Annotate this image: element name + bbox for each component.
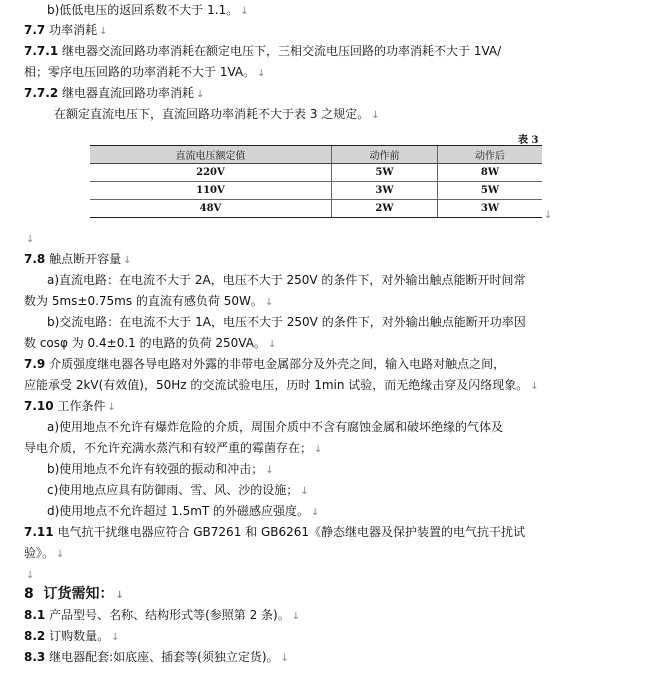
text: c)使用地点应具有防御雨、雪、风、沙的设施； [47,483,299,497]
text: a)使用地点不允许有爆炸危险的介质，周围介质中不含有腐蚀金属和破坏绝缘的气体及 [47,420,504,434]
paragraph-mark: ↓ [56,549,65,560]
heading-text: 订货需知： [43,586,114,602]
para-7-8-a [47,271,525,289]
text: d)使用地点不允许超过 1.5mT 的外磁感应强度。 [47,504,310,518]
text: 介质强度继电器各导电路对外露的非带电金属部分及外壳之间，输入电路对触点之间， [49,357,506,371]
text: 导电介质，不允许充满水蒸汽和有较严重的霉菌存在； [24,441,313,455]
paragraph-mark: ↓ [240,6,249,17]
para-7-11 [24,523,525,541]
text: b)使用地点不允许有较强的振动和冲击； [47,462,264,476]
para-8-3 [24,648,289,668]
empty-paragraph [24,229,34,249]
table-cell: 110V [90,182,331,200]
section-number: 8 [24,586,34,602]
table-cell: 8W [438,164,542,182]
para-7-7-1 [24,42,501,60]
section-number: 8.2 [24,629,46,643]
section-number: 7.7.1 [24,44,59,58]
para-7-9-cont [24,376,539,396]
header-cell: 直流电压额定值 [90,146,331,164]
table-cell: 48V [90,200,331,218]
para-7-10-d [47,502,319,522]
para-8-2 [24,627,120,647]
para-7-8-a-cont [24,292,273,312]
paragraph-mark: ↓ [530,381,539,392]
text: 电气抗干扰继电器应符合 GB7261 和 GB6261《静态继电器及保护装置的电气抗干扰试 [57,525,526,539]
paragraph-mark: ↓ [26,234,35,245]
empty-paragraph [24,565,34,585]
heading-8 [24,585,124,605]
para-7-7-1-cont [24,63,266,83]
table-3 [90,145,542,218]
paragraph-mark: ↓ [115,590,124,601]
text: 产品型号、名称、结构形式等(参照第 2 条)。 [49,608,290,622]
table-cell: 2W [331,200,437,218]
table-cell: 3W [331,182,437,200]
paragraph-mark: ↓ [311,507,320,518]
header-cell: 动作后 [438,146,542,164]
text: 应能承受 2kV(有效值)，50Hz 的交流试验电压，历时 1min 试验，而无绝缘击穿及闪络现象。 [24,378,529,392]
para-7-7-2 [54,105,380,125]
heading-text: 继电器直流回路功率消耗 [62,86,195,100]
text: 相；零序电压回路的功率消耗不大于 1VA。 [24,65,256,79]
text: 验》。 [24,546,55,560]
para-7-10-a [47,418,503,436]
table-row [90,164,542,182]
section-number: 8.1 [24,608,46,622]
para-7-6-b [47,1,249,21]
para-7-10-b [47,460,274,480]
heading-7-7 [24,21,108,41]
paragraph-mark: ↓ [196,89,205,100]
text: 继电器交流回路功率消耗在额定电压下，三相交流电压回路的功率消耗不大于 1VA/ [62,44,502,58]
text: 数 cosφ 为 0.4±0.1 的电路的负荷 250VA。 [24,336,266,350]
paragraph-mark: ↓ [291,611,301,622]
para-7-8-b-cont [24,334,276,354]
heading-text: 工作条件 [57,399,106,413]
section-number: 7.11 [24,525,54,539]
heading-7-7-2 [24,84,204,104]
section-number: 7.8 [24,252,46,266]
section-number: 7.10 [24,399,54,413]
table-end-mark [542,205,552,225]
paragraph-mark: ↓ [267,339,277,350]
para-7-8-b [47,313,526,331]
paragraph-mark: ↓ [111,632,120,643]
paragraph-mark: ↓ [264,297,274,308]
table-caption: 表 3 [518,135,539,146]
para-7-10-a-cont [24,439,322,459]
paragraph-mark: ↓ [99,26,108,37]
heading-7-8 [24,250,132,270]
text: 订购数量。 [49,629,110,643]
paragraph-mark: ↓ [257,68,266,79]
paragraph-mark: ↓ [280,653,289,664]
table-cell: 5W [331,164,437,182]
paragraph-mark: ↓ [123,255,132,266]
table-row [90,200,542,218]
text: b)交流电路：在电流不大于 1A，电压不大于 250V 的条件下，对外输出触点能断开功率因 [47,315,526,329]
header-cell: 动作前 [331,146,437,164]
text: 在额定直流电压下，直流回路功率消耗不大于表 3 之规定。 [54,107,370,121]
text: 数为 5ms±0.75ms 的直流有感负荷 50W。 [24,294,263,308]
para-7-11-cont [24,544,64,564]
paragraph-mark: ↓ [314,444,323,455]
heading-7-10 [24,397,116,417]
para-7-10-c [47,481,309,501]
text: b)低低电压的返回系数不大于 1.1。 [47,3,239,17]
paragraph-mark: ↓ [107,402,116,413]
heading-text: 触点断开容量 [49,252,122,266]
paragraph-mark: ↓ [371,110,380,121]
table-cell: 3W [438,200,542,218]
paragraph-mark: ↓ [300,486,309,497]
paragraph-mark: ↓ [544,210,553,221]
text: 继电器配套:如底座、插套等(须独立定货)。 [49,650,279,664]
table-cell: 220V [90,164,331,182]
para-7-9 [24,355,505,373]
section-number: 8.3 [24,650,46,664]
table-row [90,182,542,200]
section-number: 7.9 [24,357,46,371]
text: a)直流电路：在电流不大于 2A，电压不大于 250V 的条件下，对外输出触点能断开时间常 [47,273,526,287]
paragraph-mark: ↓ [265,465,274,476]
para-8-1 [24,606,300,626]
table-cell: 5W [438,182,542,200]
section-number: 7.7 [24,23,46,37]
section-number: 7.7.2 [24,86,59,100]
table-header-row [90,146,542,164]
heading-text: 功率消耗 [49,23,98,37]
paragraph-mark: ↓ [26,570,35,581]
